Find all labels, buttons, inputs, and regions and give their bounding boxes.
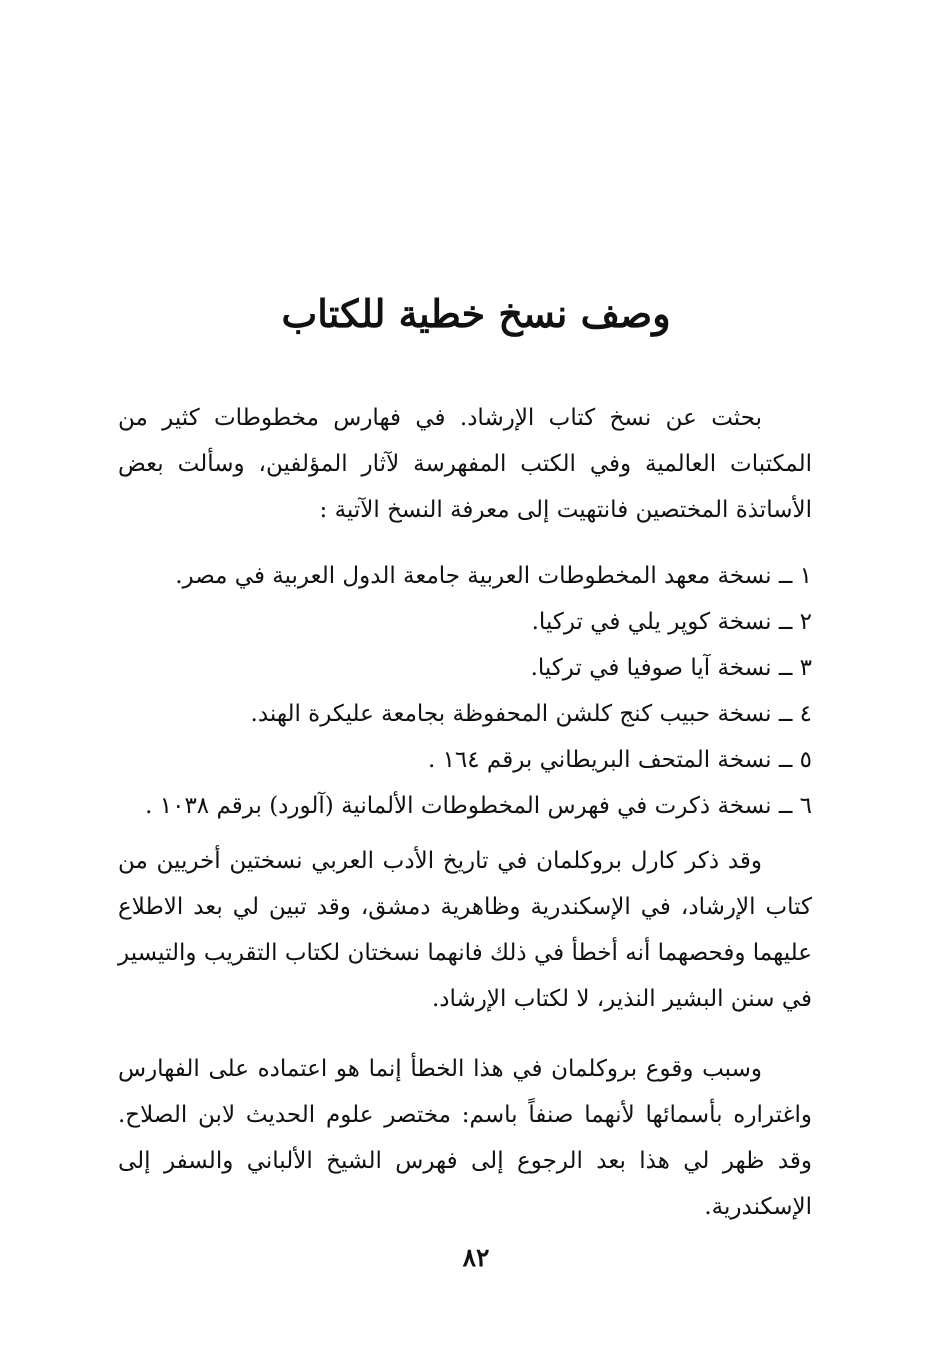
error-cause-paragraph bbox=[118, 1046, 812, 1230]
intro-paragraph bbox=[118, 395, 812, 533]
brockelmann-paragraph-text: وقد ذكر كارل بروكلمان في تاريخ الأدب العربي نسختين أخريين من كتاب الإرشاد، في الإسكندرية وظاهرية دمشق، وقد تبين لي بعد الاطلاع عليهما وفحصهما أنه أخطأ في ذلك فانهما نسختان لكتاب التقريب والتيسير في سنن البشير النذير، لا لكتاب الإرشاد. bbox=[118, 848, 812, 1012]
list-item: ١ ــ نسخة معهد المخطوطات العربية جامعة الدول العربية في مصر. bbox=[175, 563, 812, 589]
manuscript-list bbox=[118, 553, 812, 829]
brockelmann-paragraph bbox=[118, 838, 812, 1022]
list-item: ٣ ــ نسخة آيا صوفيا في تركيا. bbox=[530, 655, 812, 681]
error-cause-paragraph-text: وسبب وقوع بروكلمان في هذا الخطأ إنما هو اعتماده على الفهارس واغتراره بأسمائها لأنهما صنفاً باسم: مختصر علوم الحديث لابن الصلاح. وقد ظهر لي هذا بعد الرجوع إلى فهرس الشيخ الألباني والسفر إلى الإسكندرية. bbox=[118, 1056, 812, 1220]
list-item: ٦ ــ نسخة ذكرت في فهرس المخطوطات الألمانية (آلورد) برقم ١٠٣٨ . bbox=[145, 793, 812, 819]
list-item: ٢ ــ نسخة كوپر يلي في تركيا. bbox=[531, 609, 812, 635]
list-item: ٤ ــ نسخة حبيب كنج كلشن المحفوظة بجامعة عليكرة الهند. bbox=[250, 701, 812, 727]
intro-paragraph-text: بحثت عن نسخ كتاب الإرشاد. في فهارس مخطوطات كثير من المكتبات العالمية وفي الكتب المفهرسة لآثار المؤلفين، وسألت بعض الأساتذة المختصين فانتهيت إلى معرفة النسخ الآتية : bbox=[118, 405, 812, 523]
chapter-title: وصف نسخ خطية للكتاب bbox=[281, 291, 671, 336]
list-item: ٥ ــ نسخة المتحف البريطاني برقم ١٦٤ . bbox=[427, 747, 812, 773]
page-number: ٨٢ bbox=[462, 1243, 490, 1272]
